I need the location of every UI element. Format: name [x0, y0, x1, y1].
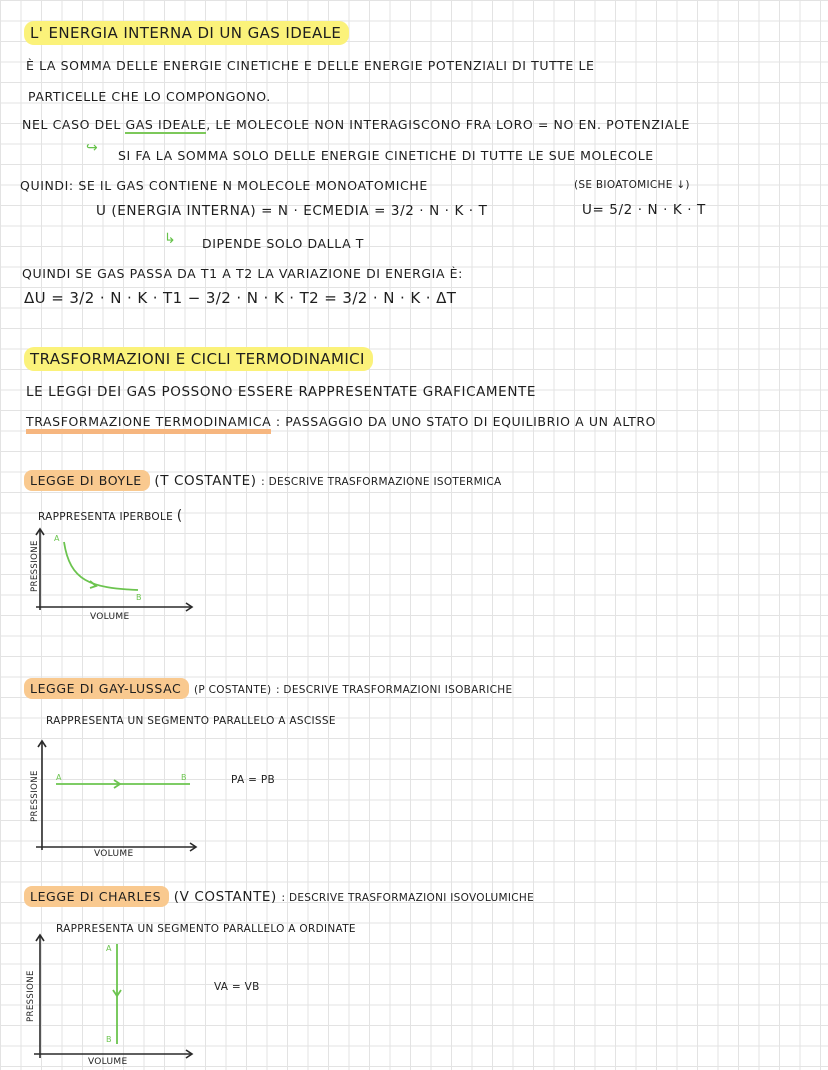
- charles-point-b: B: [106, 1035, 112, 1044]
- gaylussac-point-a: A: [56, 773, 62, 782]
- section2-line1: LE LEGGI DEI GAS POSSONO ESSERE RAPPRESENTATE GRAFICAMENTE: [26, 384, 536, 400]
- curved-arrow-icon: ↪: [86, 140, 99, 156]
- gaylussac-rep: RAPPRESENTA UN SEGMENTO PARALLELO A ASCISSE: [46, 715, 336, 727]
- gaylussac-point-b: B: [181, 773, 187, 782]
- boyle-hyperbola: [64, 542, 138, 590]
- formula-u-biatomic: U= 5/2 · N · K · T: [582, 202, 706, 218]
- section1-line4: SI FA LA SOMMA SOLO DELLE ENERGIE CINETICHE DI TUTTE LE SUE MOLECOLE: [118, 148, 654, 163]
- charles-title: LEGGE DI CHARLES: [24, 886, 169, 907]
- biatomiche-note: (SE BIOATOMICHE ↓): [574, 179, 690, 191]
- charles-rep: RAPPRESENTA UN SEGMENTO PARALLELO A ORDINATE: [56, 923, 356, 935]
- section1-line6: QUINDI SE GAS PASSA DA T1 A T2 LA VARIAZIONE DI ENERGIA È:: [22, 266, 463, 281]
- gaylussac-title: LEGGE DI GAY-LUSSAC: [24, 678, 189, 699]
- boyle-title: LEGGE DI BOYLE: [24, 470, 150, 491]
- charles-eq: VA = VB: [214, 981, 260, 993]
- gaylussac-graph: [30, 738, 205, 853]
- formula-u: U (ENERGIA INTERNA) = N · ECMEDIA = 3/2 · N · K · T: [96, 203, 488, 219]
- section1-line1: È LA SOMMA DELLE ENERGIE CINETICHE E DELLE ENERGIE POTENZIALI DI TUTTE LE: [26, 58, 595, 73]
- boyle-xlabel: VOLUME: [90, 612, 130, 622]
- boyle-ylabel: PRESSIONE: [30, 540, 40, 592]
- formula-delta-u: ΔU = 3/2 · N · K · T1 − 3/2 · N · K · T2 = 3/2 · N · K · ΔT: [24, 289, 457, 307]
- boyle-heading: LEGGE DI BOYLE (T COSTANTE) : DESCRIVE TRASFORMAZIONE ISOTERMICA: [24, 475, 502, 489]
- depends-only-t: DIPENDE SOLO DALLA T: [202, 236, 365, 251]
- section1-line2: PARTICELLE CHE LO COMPONGONO.: [28, 89, 271, 104]
- gaylussac-xlabel: VOLUME: [94, 849, 134, 859]
- boyle-rep: RAPPRESENTA IPERBOLE (: [38, 508, 183, 524]
- right-arrow-icon: ↳: [164, 231, 177, 247]
- boyle-point-b: B: [136, 593, 142, 602]
- charles-xlabel: VOLUME: [88, 1057, 128, 1067]
- section2-line2: TRASFORMAZIONE TERMODINAMICA : PASSAGGIO DA UNO STATO DI EQUILIBRIO A UN ALTRO: [26, 416, 656, 429]
- section1-line5: QUINDI: SE IL GAS CONTIENE N MOLECOLE MONOATOMICHE: [20, 178, 428, 193]
- charles-graph: [24, 932, 199, 1062]
- boyle-point-a: A: [54, 534, 60, 543]
- term-trasformazione: TRASFORMAZIONE TERMODINAMICA: [26, 414, 271, 434]
- gaylussac-eq: PA = PB: [231, 774, 275, 786]
- charles-ylabel: PRESSIONE: [26, 970, 36, 1022]
- gaylussac-heading: LEGGE DI GAY-LUSSAC (P COSTANTE) : DESCRIVE TRASFORMAZIONI ISOBARICHE: [24, 683, 512, 696]
- charles-point-a: A: [106, 944, 112, 953]
- section2-title: TRASFORMAZIONI E CICLI TERMODINAMICI: [24, 352, 373, 367]
- gaylussac-ylabel: PRESSIONE: [30, 770, 40, 822]
- section1-line3: NEL CASO DEL GAS IDEALE, LE MOLECOLE NON INTERAGISCONO FRA LORO = NO EN. POTENZIALE: [22, 117, 691, 132]
- section1-title: L' ENERGIA INTERNA DI UN GAS IDEALE: [24, 26, 349, 41]
- gas-ideale: GAS IDEALE: [125, 117, 207, 132]
- charles-heading: LEGGE DI CHARLES (V COSTANTE) : DESCRIVE TRASFORMAZIONI ISOVOLUMICHE: [24, 891, 534, 905]
